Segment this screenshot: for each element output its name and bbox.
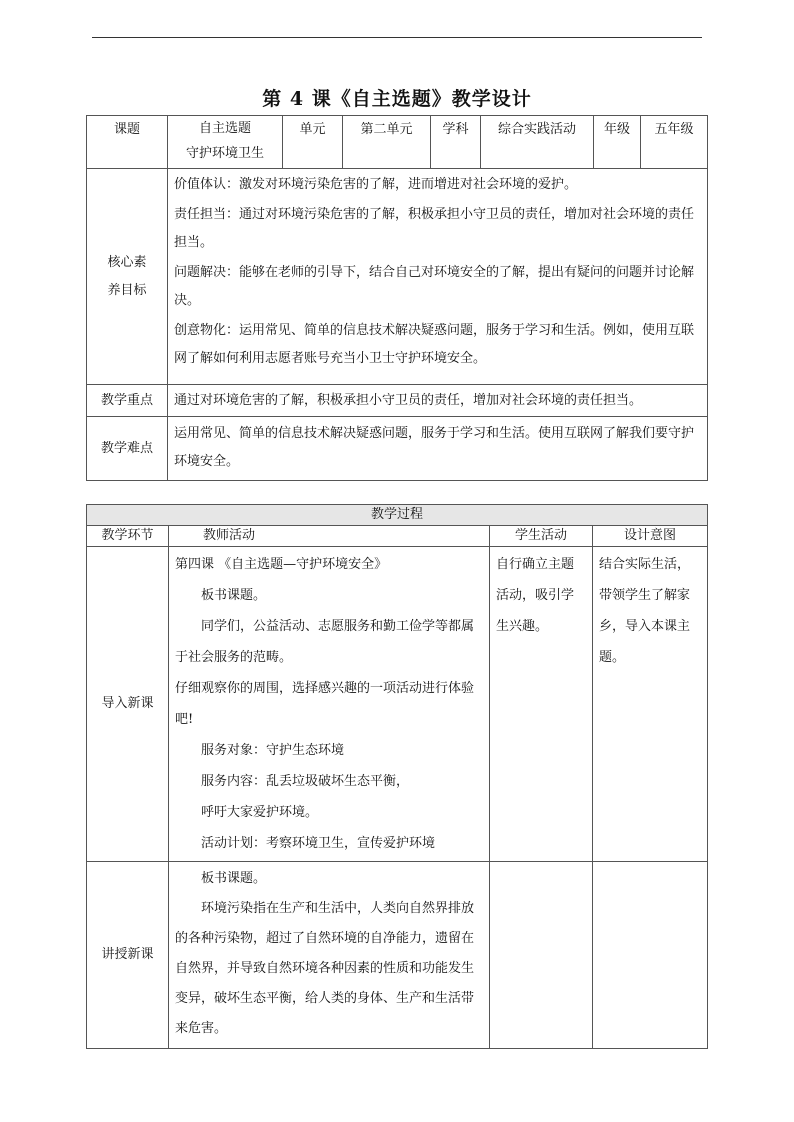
stage-intro: 导入新课 bbox=[87, 547, 169, 862]
grade-value: 五年级 bbox=[641, 116, 708, 169]
course-value bbox=[168, 116, 283, 169]
teacher-line: 仔细观察你的周围，选择感兴趣的一项活动进行体验吧! bbox=[175, 681, 475, 727]
difficulty-label: 教学难点 bbox=[87, 417, 168, 481]
literacy-goal-4: 创意物化：运用常见、简单的信息技术解决疑惑问题，服务于学习和生活。例如，使用互联网了解如何利用志愿者账号充当小卫士守护环境安全。 bbox=[174, 323, 695, 366]
literacy-goals bbox=[168, 169, 708, 385]
literacy-label-line-1: 核心素 bbox=[107, 254, 147, 270]
subject-label: 学科 bbox=[431, 116, 481, 169]
header-rule bbox=[92, 37, 702, 38]
literacy-label-line-2: 养目标 bbox=[107, 282, 147, 298]
document-title: 第 4 课《自主选题》教学设计 bbox=[262, 88, 532, 110]
design-intent-new-lesson bbox=[593, 862, 708, 1049]
teacher-line: 板书课题。 bbox=[201, 871, 267, 886]
literacy-goal-3: 问题解决：能够在老师的引导下，结合自己对环境安全的了解，提出有疑问的问题并讨论解决。 bbox=[174, 265, 695, 308]
teacher-line: 呼吁大家爱护环境。 bbox=[201, 805, 319, 820]
stage-new-lesson: 讲授新课 bbox=[87, 862, 169, 1049]
col-intent-header: 设计意图 bbox=[593, 526, 708, 547]
course-value-line-2: 守护环境卫生 bbox=[185, 146, 264, 161]
course-label: 课题 bbox=[87, 116, 168, 169]
teacher-line: 活动计划：考察环境卫生，宣传爱护环境 bbox=[201, 836, 436, 851]
literacy-label bbox=[87, 169, 168, 385]
teacher-line: 板书课题。 bbox=[201, 588, 267, 603]
teacher-activity-intro bbox=[169, 547, 490, 862]
unit-value: 第二单元 bbox=[343, 116, 431, 169]
grade-label: 年级 bbox=[594, 116, 641, 169]
course-value-line-1: 自主选题 bbox=[198, 121, 251, 136]
process-header: 教学过程 bbox=[87, 505, 708, 526]
literacy-goal-2: 责任担当：通过对环境污染危害的了解，积极承担小守卫员的责任，增加对社会环境的责任担当。 bbox=[174, 207, 695, 250]
teacher-line: 服务对象：守护生态环境 bbox=[201, 743, 345, 758]
col-student-header: 学生活动 bbox=[490, 526, 593, 547]
teacher-line: 第四课 《自主选题—守护环境安全》 bbox=[175, 557, 388, 572]
teacher-line: 同学们，公益活动、志愿服务和勤工俭学等都属于社会服务的范畴。 bbox=[175, 619, 475, 665]
col-stage-header: 教学环节 bbox=[87, 526, 169, 547]
teacher-activity-new-lesson bbox=[169, 862, 490, 1049]
teacher-line: 服务内容：乱丢垃圾破坏生态平衡， bbox=[201, 774, 410, 789]
unit-label: 单元 bbox=[283, 116, 343, 169]
teacher-line: 环境污染指在生产和生活中，人类向自然界排放的各种污染物，超过了自然环境的自净能力，遗留在自然界，并导致自然环境各种因素的性质和功能发生变异，破坏生态平衡，给人类的身体、生产和生活带来危害。 bbox=[175, 901, 475, 1036]
design-intent-intro: 结合实际生活，带领学生了解家乡，导入本课主题。 bbox=[593, 547, 708, 862]
col-teacher-header: 教师活动 bbox=[169, 526, 490, 547]
teaching-process-table bbox=[86, 504, 708, 1049]
key-point-value: 通过对环境危害的了解，积极承担小守卫员的责任，增加对社会环境的责任担当。 bbox=[168, 385, 708, 417]
student-activity-intro: 自行确立主题活动，吸引学生兴趣。 bbox=[490, 547, 593, 862]
literacy-goal-1: 价值体认：激发对环境污染危害的了解，进而增进对社会环境的爱护。 bbox=[174, 177, 578, 192]
key-point-label: 教学重点 bbox=[87, 385, 168, 417]
lesson-info-table bbox=[86, 115, 708, 481]
student-activity-new-lesson bbox=[490, 862, 593, 1049]
difficulty-value: 运用常见、简单的信息技术解决疑惑问题，服务于学习和生活。使用互联网了解我们要守护环境安全。 bbox=[168, 417, 708, 481]
subject-value: 综合实践活动 bbox=[481, 116, 594, 169]
